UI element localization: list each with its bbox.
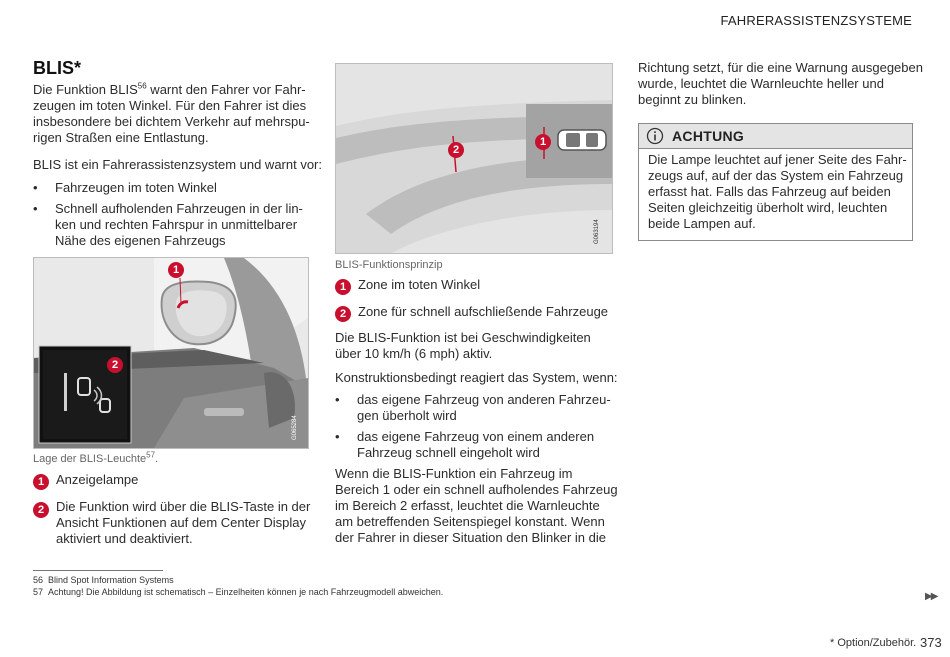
- left-callout-num-1: 1: [33, 474, 49, 490]
- callout-marker-1: 1: [168, 262, 184, 278]
- reacts-intro: Konstruktionsbedingt reagiert das System, wenn:: [335, 370, 618, 385]
- intro-text-l3: insbesondere bei dichtem Verkehr auf mehrspu-: [33, 114, 310, 129]
- left-caption-period: .: [155, 453, 159, 465]
- left-callout-2-l2: Ansicht Funktionen auf dem Center Display: [56, 515, 307, 530]
- intro-text-a: Die Funktion BLIS: [33, 82, 138, 97]
- warning-l1: Die Lampe leuchtet auf jener Seite des Fahr-: [648, 152, 907, 167]
- left-callout-text-2: [56, 499, 310, 547]
- section-header: FAHRERASSISTENZSYSTEME: [720, 13, 912, 28]
- speed-l1: Die BLIS-Funktion ist bei Geschwindigkeiten: [335, 330, 591, 345]
- callout-marker-2: 2: [107, 357, 123, 373]
- road-zones-illustration: [336, 64, 612, 253]
- detect-l2: Bereich 1 oder ein schnell aufholendes Fahrzeug: [335, 482, 618, 497]
- footnote-divider: [33, 570, 163, 571]
- option-note: * Option/Zubehör.: [830, 637, 917, 649]
- left-bullet-1: • Fahrzeugen im toten Winkel: [33, 180, 217, 196]
- warns-intro: BLIS ist ein Fahrerassistenzsystem und warnt vor:: [33, 157, 323, 172]
- footnote-ref-56[interactable]: 56: [137, 81, 147, 91]
- mid-callout-num-1: 1: [335, 279, 351, 295]
- detect-l3: im Bereich 2 erfasst, leuchtet die Warnleuchte: [335, 498, 600, 513]
- middle-figure-caption: BLIS-Funktionsprinzip: [335, 259, 443, 271]
- detect-paragraph: [335, 466, 618, 546]
- left-callout-2-l1: Die Funktion wird über die BLIS-Taste in der: [56, 499, 311, 514]
- left-figure-caption: [33, 450, 159, 465]
- left-caption-text: Lage der BLIS-Leuchte: [33, 453, 147, 465]
- left-callout-num-2: 2: [33, 502, 49, 518]
- mid-bullet-2: [335, 429, 594, 461]
- blis-principle-figure: [335, 63, 613, 254]
- zone-marker-1: 1: [535, 134, 551, 150]
- warning-header: [639, 124, 912, 149]
- mid-bullet-1-l1: • das eigene Fahrzeug von anderen Fahrzeu-: [357, 392, 611, 407]
- mid-callout-text-2: Zone für schnell aufschließende Fahrzeuge: [358, 304, 609, 319]
- figure-code: G065284: [292, 415, 298, 440]
- speed-l2: über 10 km/h (6 mph) aktiv.: [335, 346, 493, 361]
- info-circle-icon: [646, 127, 664, 145]
- warning-text: [648, 152, 907, 232]
- mid-bullet-2-l1: • das eigene Fahrzeug von einem anderen: [357, 429, 595, 444]
- left-bullet-2-l1: • Schnell aufholenden Fahrzeugen in der lin-: [55, 201, 303, 216]
- left-callout-text-1: Anzeigelampe: [56, 472, 139, 487]
- detect-l5: der Fahrer in dieser Situation den Blinker in die: [335, 530, 606, 545]
- footnote-57: [33, 587, 443, 597]
- cont-l2: wurde, leuchtet die Warnleuchte heller und: [638, 76, 884, 91]
- cont-l1: Richtung setzt, für die eine Warnung ausgegeben: [638, 60, 923, 75]
- zone-marker-2: 2: [448, 142, 464, 158]
- warning-l4: Seiten gleichzeitig überholt wird, leuchten: [648, 200, 888, 215]
- footnote-ref-57[interactable]: 57: [146, 450, 156, 460]
- detect-l4: am betreffenden Seitenspiegel konstant. Wenn: [335, 514, 605, 529]
- mid-callout-num-2: 2: [335, 306, 351, 322]
- mid-bullet-1: [335, 392, 611, 424]
- intro-text-l2: zeugen im toten Winkel. Für den Fahrer ist dies: [33, 98, 307, 113]
- footnote-57-num: 57: [33, 587, 44, 597]
- continued-paragraph: [638, 60, 923, 108]
- mirror-illustration: [34, 258, 308, 448]
- own-car-icon: [558, 130, 606, 150]
- warning-l3: erfasst hat. Falls das Fahrzeug auf beiden: [648, 184, 891, 199]
- intro-paragraph: [33, 82, 313, 146]
- mid-callout-text-1: Zone im toten Winkel: [358, 277, 481, 292]
- footnote-56-num: 56: [33, 575, 44, 585]
- intro-text-l4: rigen Straßen eine Entlastung.: [33, 130, 209, 145]
- mid-bullet-2-l2: Fahrzeug schnell eingeholt wird: [357, 445, 540, 460]
- page-number: 373: [920, 635, 942, 650]
- figure-code-2: G063194: [594, 219, 600, 244]
- footnote-57-text: Achtung! Die Abbildung ist schematisch – Einzelheiten können je nach Fahrzeugmodell abweichen.: [48, 587, 444, 597]
- cont-l3: beginnt zu blinken.: [638, 92, 747, 107]
- page-title: BLIS*: [33, 58, 82, 78]
- footnote-56-text: Blind Spot Information Systems: [48, 575, 174, 585]
- speed-paragraph: [335, 330, 591, 362]
- blis-lamp-figure: [33, 257, 309, 449]
- warning-l2: zeugs auf, auf der das System ein Fahrzeug: [648, 168, 904, 183]
- warning-title: ACHTUNG: [672, 128, 745, 144]
- left-bullet-2-l3: Nähe des eigenen Fahrzeugs: [55, 233, 226, 248]
- footnote-56: [33, 575, 174, 585]
- left-callout-2-l3: aktiviert und deaktiviert.: [56, 531, 193, 546]
- warning-box: [638, 123, 913, 241]
- left-bullet-2-l2: ken und rechten Fahrspur in unmittelbarer: [55, 217, 298, 232]
- mid-bullet-1-l2: gen überholt wird: [357, 408, 457, 423]
- left-bullet-2: [33, 201, 303, 249]
- next-page-arrows-icon[interactable]: ▶▶: [925, 591, 937, 602]
- detect-l1: Wenn die BLIS-Funktion ein Fahrzeug im: [335, 466, 573, 481]
- warning-l5: beide Lampen auf.: [648, 216, 756, 231]
- intro-text-l1: warnt den Fahrer vor Fahr-: [146, 82, 306, 97]
